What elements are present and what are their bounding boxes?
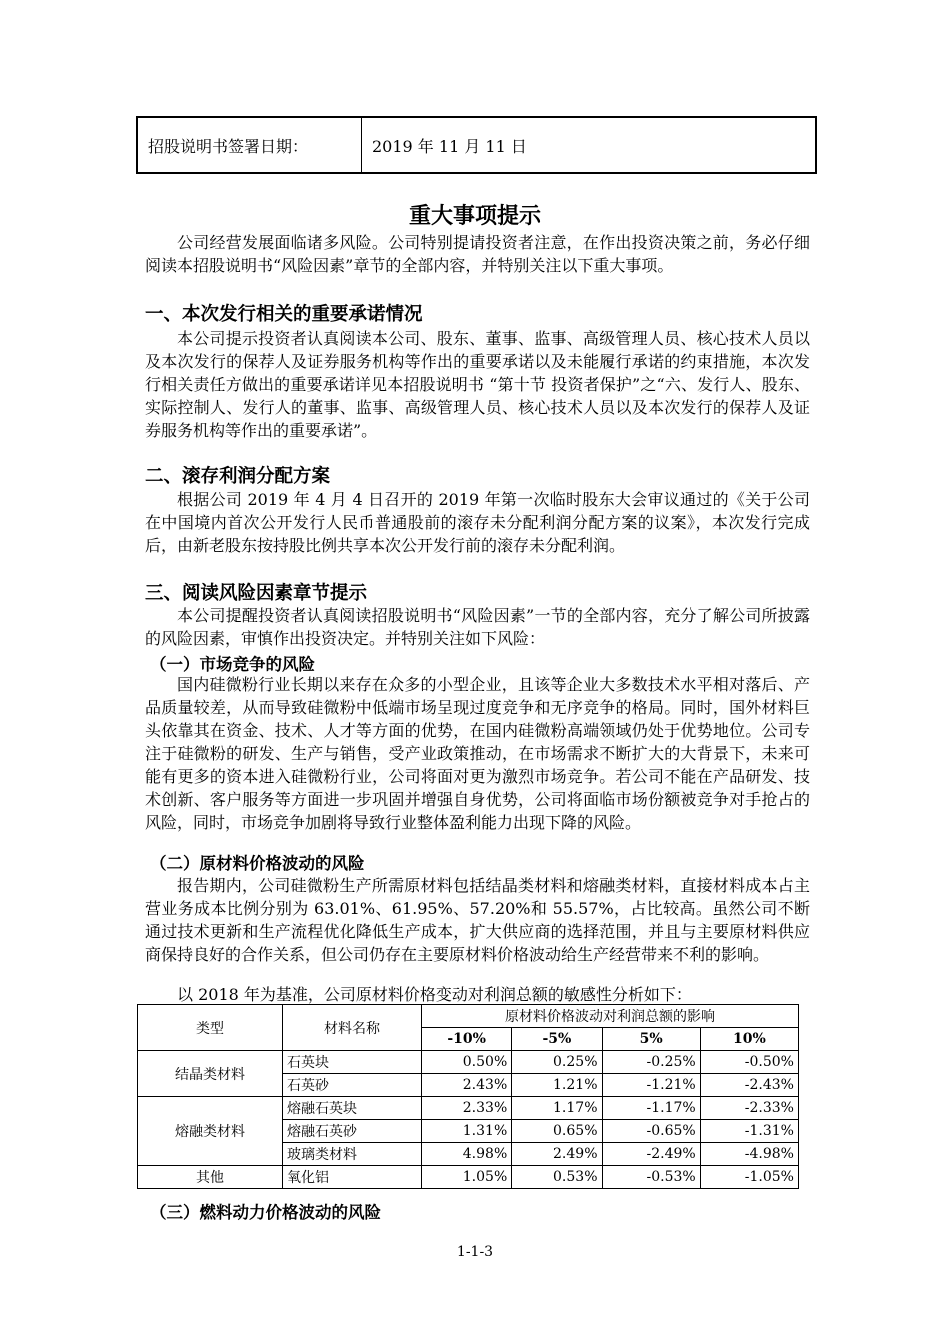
- impact-value: 1.21%: [512, 1074, 602, 1097]
- impact-value: -0.65%: [602, 1120, 700, 1143]
- impact-value: 0.25%: [512, 1051, 602, 1074]
- material-name: 氧化铝: [283, 1166, 422, 1189]
- impact-value: -2.33%: [700, 1097, 798, 1120]
- impact-value: -1.05%: [700, 1166, 798, 1189]
- header-pct: 5%: [602, 1028, 700, 1051]
- impact-value: -0.53%: [602, 1166, 700, 1189]
- signing-date-box: [136, 116, 817, 174]
- impact-value: -1.17%: [602, 1097, 700, 1120]
- table-row: [138, 1051, 799, 1074]
- header-pct: 10%: [700, 1028, 798, 1051]
- impact-value: 1.05%: [422, 1166, 512, 1189]
- impact-value: -1.21%: [602, 1074, 700, 1097]
- material-name: 熔融石英块: [283, 1097, 422, 1120]
- table-row: [138, 1097, 799, 1120]
- impact-value: -0.25%: [602, 1051, 700, 1074]
- header-material: 材料名称: [283, 1005, 422, 1051]
- impact-value: 0.50%: [422, 1051, 512, 1074]
- impact-value: 0.53%: [512, 1166, 602, 1189]
- risk-2-body: 报告期内，公司硅微粉生产所需原材料包括结晶类材料和熔融类材料，直接材料成本占主营业务成本比例分别为 63.01%、61.95%、57.20%和 55.57%，占比较高。虽然公司不断通过技术更新和生产流程优化降低生产成本，扩大供应商的选择范围，并且与主要原材料供应商保持良好的合作关系，但公司仍存在主要原材料价格波动给生产经营带来不利的影响。: [145, 876, 810, 964]
- impact-value: -4.98%: [700, 1143, 798, 1166]
- header-pct: -5%: [512, 1028, 602, 1051]
- material-name: 玻璃类材料: [283, 1143, 422, 1166]
- impact-value: 1.17%: [512, 1097, 602, 1120]
- page-title: 重大事项提示: [408, 204, 541, 229]
- impact-value: 2.33%: [422, 1097, 512, 1120]
- impact-value: 2.49%: [512, 1143, 602, 1166]
- impact-value: -2.49%: [602, 1143, 700, 1166]
- table-caption: 以 2018 年为基准，公司原材料价格变动对利润总额的敏感性分析如下：: [177, 985, 692, 1004]
- group-type: 其他: [138, 1166, 283, 1189]
- impact-value: -1.31%: [700, 1120, 798, 1143]
- risk-1-heading: （一）市场竞争的风险: [150, 655, 315, 674]
- material-name: 石英块: [283, 1051, 422, 1074]
- section-1-heading: 一、本次发行相关的重要承诺情况: [145, 304, 423, 325]
- impact-value: 0.65%: [512, 1120, 602, 1143]
- section-2-heading: 二、滚存利润分配方案: [145, 466, 331, 487]
- section-2-body: 根据公司 2019 年 4 月 4 日召开的 2019 年第一次临时股东大会审议通过的《关于公司在中国境内首次公开发行人民币普通股前的滚存未分配利润分配方案的议案》，本次发行完成后，由新老股东按持股比例共享本次公开发行前的滚存未分配利润。: [145, 490, 810, 555]
- section-3-body: 本公司提醒投资者认真阅读招股说明书“风险因素”一节的全部内容，充分了解公司所披露的风险因素，审慎作出投资决定。并特别关注如下风险：: [145, 606, 810, 648]
- material-name: 熔融石英砂: [283, 1120, 422, 1143]
- signing-date-value: 2019 年 11 月 11 日: [362, 117, 817, 173]
- intro-paragraph: 公司经营发展面临诸多风险。公司特别提请投资者注意，在作出投资决策之前，务必仔细阅读本招股说明书“风险因素”章节的全部内容，并特别关注以下重大事项。: [145, 233, 810, 275]
- material-name: 石英砂: [283, 1074, 422, 1097]
- impact-value: 2.43%: [422, 1074, 512, 1097]
- risk-2-heading: （二）原材料价格波动的风险: [150, 854, 365, 873]
- header-pct: -10%: [422, 1028, 512, 1051]
- table-row: [138, 1166, 799, 1189]
- header-type: 类型: [138, 1005, 283, 1051]
- group-type: 结晶类材料: [138, 1051, 283, 1097]
- sensitivity-table: [137, 1004, 799, 1189]
- section-1-body: 本公司提示投资者认真阅读本公司、股东、董事、监事、高级管理人员、核心技术人员以及本次发行的保荐人及证券服务机构等作出的重要承诺以及未能履行承诺的约束措施，本次发行相关责任方做出的重要承诺详见本招股说明书 “第十节 投资者保护”之“六、发行人、股东、实际控制人、发行人的董事、监事、高级管理人员、核心技术人员以及本次发行的保荐人及证券服务机构等作出的重要承诺”。: [145, 329, 810, 440]
- group-type: 熔融类材料: [138, 1097, 283, 1166]
- impact-value: 4.98%: [422, 1143, 512, 1166]
- signing-date-label: 招股说明书签署日期：: [137, 117, 362, 173]
- risk-3-heading: （三）燃料动力价格波动的风险: [150, 1203, 381, 1222]
- header-impact: 原材料价格波动对利润总额的影响: [422, 1005, 799, 1028]
- impact-value: -2.43%: [700, 1074, 798, 1097]
- page-number: 1-1-3: [456, 1244, 494, 1260]
- section-3-heading: 三、阅读风险因素章节提示: [145, 583, 368, 604]
- risk-1-body: 国内硅微粉行业长期以来存在众多的小型企业，且该等企业大多数技术水平相对落后、产品质量较差，从而导致硅微粉中低端市场呈现过度竞争和无序竞争的格局。同时，国外材料巨头依靠其在资金、技术、人才等方面的优势，在国内硅微粉高端领域仍处于优势地位。公司专注于硅微粉的研发、生产与销售，受产业政策推动，在市场需求不断扩大的大背景下，未来可能有更多的资本进入硅微粉行业，公司将面对更为激烈市场竞争。若公司不能在产品研发、技术创新、客户服务等方面进一步巩固并增强自身优势，公司将面临市场份额被竞争对手抢占的风险，同时，市场竞争加剧将导致行业整体盈利能力出现下降的风险。: [145, 675, 810, 832]
- impact-value: 1.31%: [422, 1120, 512, 1143]
- impact-value: -0.50%: [700, 1051, 798, 1074]
